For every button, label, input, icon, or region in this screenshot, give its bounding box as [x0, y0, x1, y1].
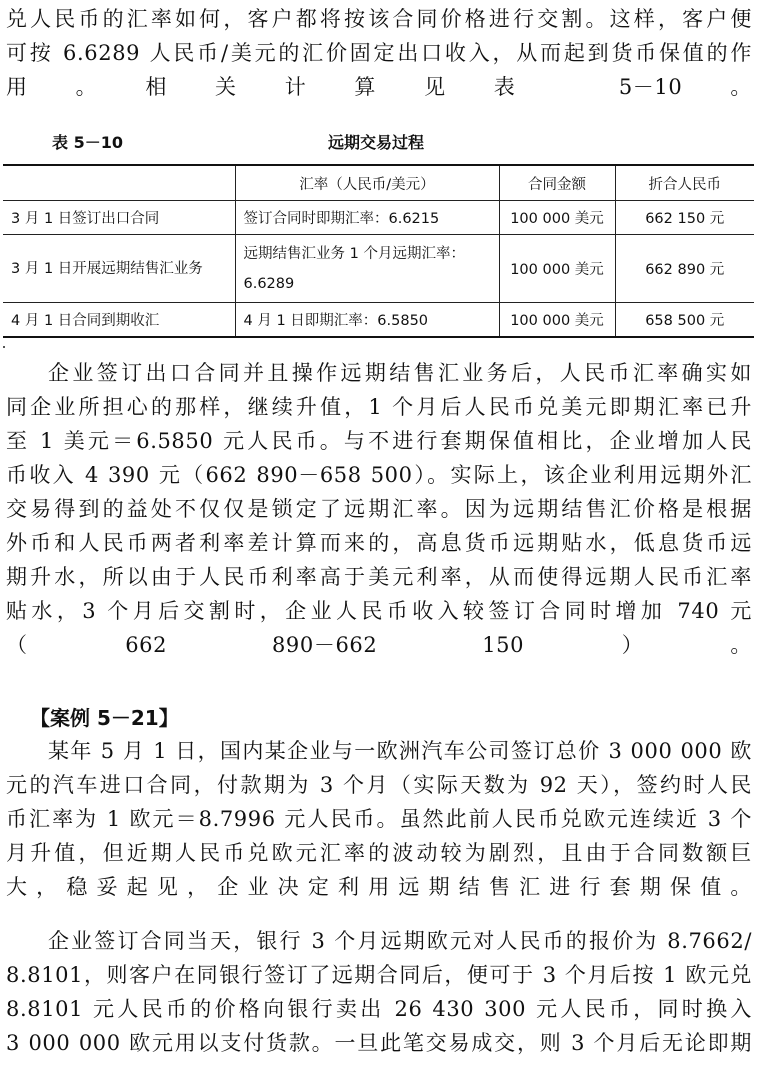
- analysis-line-8: 贴水，3 个月后交割时，企业人民币收入较签订合同时增加 740 元: [6, 599, 752, 623]
- final-paragraph: [6, 924, 752, 1060]
- cell-event: 3 月 1 日开展远期结售汇业务: [3, 235, 235, 303]
- final-line-2: 8.8101，则客户在同银行签订了远期合同后，便可于 3 个月后按 1 欧元兑: [6, 963, 752, 987]
- intro-line-3: 用。相关计算见表 5－10。: [6, 75, 752, 99]
- intro-line-1: 兑人民币的汇率如何，客户都将按该合同价格进行交割。这样，客户便: [6, 7, 752, 31]
- case-line-2: 元的汽车进口合同，付款期为 3 个月（实际天数为 92 天），签约时人民: [6, 773, 752, 797]
- case-line-1: 某年 5 月 1 日，国内某企业与一欧洲汽车公司签订总价 3 000 000 欧: [48, 739, 752, 763]
- intro-paragraph: [6, 2, 752, 104]
- cell-rate: 远期结售汇业务 1 个月远期汇率：6.6289: [235, 235, 499, 303]
- analysis-line-6: 外币和人民币两者利率差计算而来的，高息货币远期贴水，低息货币远: [6, 531, 752, 555]
- intro-line-2: 可按 6.6289 人民币/美元的汇价固定出口收入，从而起到货币保值的作: [6, 41, 752, 65]
- final-line-3: 8.8101 元人民币的价格向银行卖出 26 430 300 元人民币，同时换入: [6, 997, 752, 1021]
- cell-event: 3 月 1 日签订出口合同: [3, 201, 235, 235]
- cell-amount: 100 000 美元: [499, 201, 615, 235]
- cell-rmb: 658 500 元: [615, 303, 754, 337]
- cell-rmb: 662 150 元: [615, 201, 754, 235]
- analysis-line-9: （662 890－662 150）。: [6, 633, 752, 657]
- analysis-paragraph: [6, 356, 752, 662]
- print-speck: [3, 346, 5, 348]
- cell-rate: 4 月 1 日即期汇率：6.5850: [235, 303, 499, 337]
- table-label: 表 5－10: [52, 133, 123, 152]
- cell-amount: 100 000 美元: [499, 235, 615, 303]
- analysis-line-2: 同企业所担心的那样，继续升值，1 个月后人民币兑美元即期汇率已升: [6, 395, 752, 419]
- cell-rate: 签订合同时即期汇率：6.6215: [235, 201, 499, 235]
- final-line-1: 企业签订合同当天，银行 3 个月远期欧元对人民币的报价为 8.7662/: [48, 929, 752, 953]
- case-heading: 【案例 5－21】: [30, 706, 179, 730]
- case-line-3: 币汇率为 1 欧元＝8.7996 元人民币。虽然此前人民币兑欧元连续近 3 个: [6, 807, 752, 831]
- cell-rmb: 662 890 元: [615, 235, 754, 303]
- table-title: 远期交易过程: [328, 133, 425, 152]
- table-row: [3, 303, 754, 337]
- case-paragraph: [6, 734, 752, 904]
- analysis-line-7: 期升水，所以由于人民币利率高于美元利率，从而使得远期人民币汇率: [6, 565, 752, 589]
- forward-trade-table: [3, 164, 754, 338]
- header-cell-event: [3, 165, 235, 201]
- cell-amount: 100 000 美元: [499, 303, 615, 337]
- header-cell-amount: 合同金额: [499, 165, 615, 201]
- analysis-line-1: 企业签订出口合同并且操作远期结售汇业务后，人民币汇率确实如: [48, 361, 752, 385]
- analysis-line-4: 币收入 4 390 元（662 890－658 500）。实际上，该企业利用远期外汇: [6, 463, 752, 487]
- header-cell-rate: 汇率（人民币/美元）: [235, 165, 499, 201]
- table-header-row: [3, 165, 754, 201]
- table-row: [3, 201, 754, 235]
- case-line-4: 月升值，但近期人民币兑欧元汇率的波动较为剧烈，且由于合同数额巨: [6, 841, 752, 865]
- header-cell-rmb: 折合人民币: [615, 165, 754, 201]
- cell-event: 4 月 1 日合同到期收汇: [3, 303, 235, 337]
- analysis-line-5: 交易得到的益处不仅仅是锁定了远期汇率。因为远期结售汇价格是根据: [6, 497, 752, 521]
- table-row: [3, 235, 754, 303]
- final-line-4: 3 000 000 欧元用以支付货款。一旦此笔交易成交，则 3 个月后无论即期: [6, 1031, 752, 1055]
- analysis-line-3: 至 1 美元＝6.5850 元人民币。与不进行套期保值相比，企业增加人民: [6, 429, 752, 453]
- case-line-5: 大，稳妥起见，企业决定利用远期结售汇进行套期保值。: [6, 875, 752, 899]
